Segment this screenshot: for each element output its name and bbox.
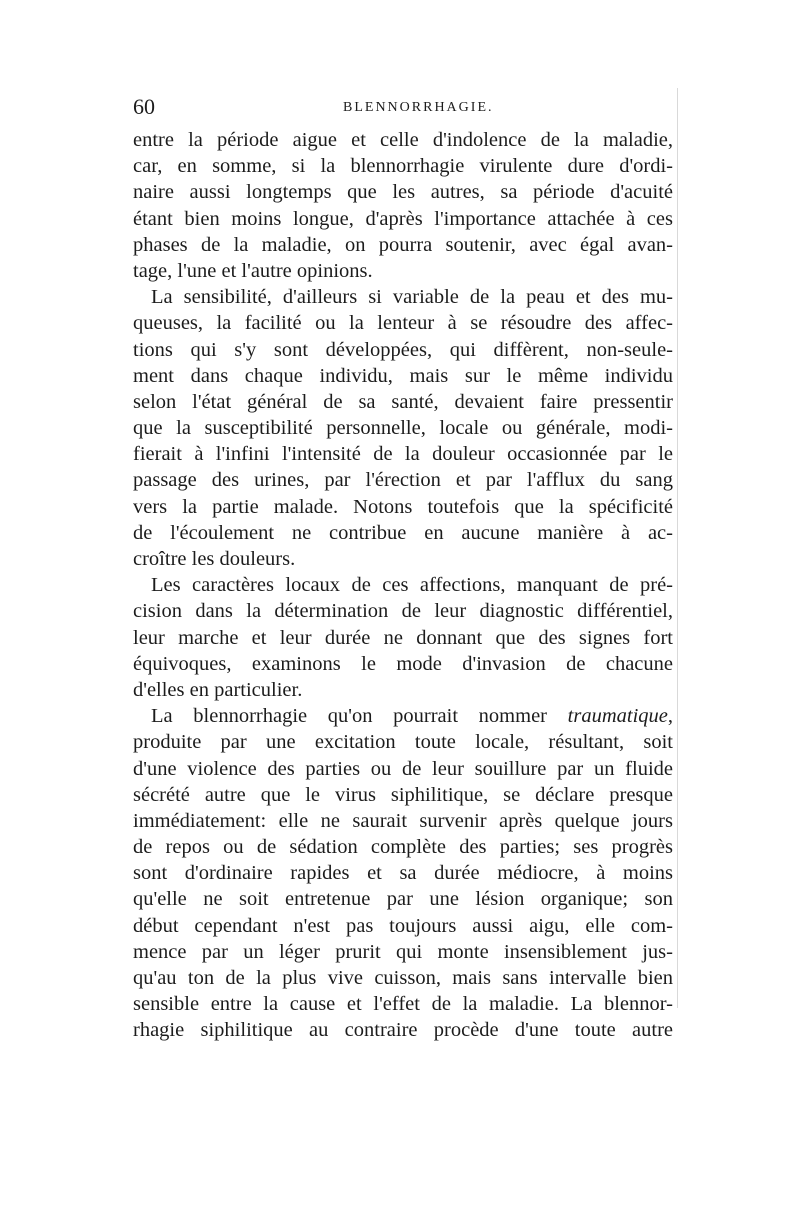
- text-line: produite par une excitation toute locale, résultant, soit: [133, 731, 673, 754]
- text-line: de l'écoulement ne contribue en aucune manière à ac-: [133, 521, 673, 544]
- text-line: passage des urines, par l'érection et par l'afflux du sang: [133, 469, 673, 492]
- text-line: équivoques, examinons le mode d'invasion de chacune: [133, 652, 673, 675]
- margin-rule: [677, 88, 678, 1008]
- paragraph: [133, 703, 673, 1043]
- paragraph: [133, 572, 673, 703]
- text-line: que la susceptibilité personnelle, locale ou générale, modi-: [133, 417, 673, 440]
- text-line: tage, l'une et l'autre opinions.: [133, 259, 373, 282]
- text-line: leur marche et leur durée ne donnant que des signes fort: [133, 626, 673, 649]
- text-line: Les caractères locaux de ces affections, manquant de pré-: [151, 574, 673, 597]
- text-line: d'une violence des parties ou de leur souillure par un fluide: [133, 757, 673, 780]
- line-segment: La blennorrhagie qu'on pourrait nommer: [151, 705, 568, 728]
- page-number: 60: [133, 94, 155, 119]
- text-line: cision dans la détermination de leur diagnostic différentiel,: [133, 600, 673, 623]
- text-line: La sensibilité, d'ailleurs si variable de la peau et des mu-: [151, 286, 673, 309]
- text-line: mence par un léger prurit qui monte insensiblement jus-: [133, 940, 673, 963]
- text-line: fierait à l'infini l'intensité de la douleur occasionnée par le: [133, 443, 673, 466]
- text-line: rhagie siphilitique au contraire procède d'une toute autre: [133, 1019, 673, 1042]
- text-line: vers la partie malade. Notons toutefois que la spécificité: [133, 495, 673, 518]
- text-line: car, en somme, si la blennorrhagie virulente dure d'ordi-: [133, 155, 673, 178]
- text-line: phases de la maladie, on pourra soutenir, avec égal avan-: [133, 233, 673, 256]
- text-line: qu'au ton de la plus vive cuisson, mais sans intervalle bien: [133, 967, 673, 989]
- text-line: naire aussi longtemps que les autres, sa période d'acuité: [133, 181, 673, 204]
- text-line: croître les douleurs.: [133, 548, 296, 570]
- text-line: entre la période aigue et celle d'indolence de la maladie,: [133, 129, 673, 151]
- text-line: début cependant n'est pas toujours aussi aigu, elle com-: [133, 914, 673, 937]
- text-line: étant bien moins longue, d'après l'importance attachée à ces: [133, 207, 673, 230]
- text-line: immédiatement: elle ne saurait survenir après quelque jours: [133, 809, 673, 832]
- text-line: d'elles en particulier.: [133, 678, 303, 701]
- text-line: selon l'état général de sa santé, devaient faire pressentir: [133, 390, 673, 413]
- paragraph: [133, 127, 673, 284]
- text-line: tions qui s'y sont développées, qui diffèrent, non-seule-: [133, 338, 673, 361]
- page-header: [133, 92, 673, 122]
- text-line: ment dans chaque individu, mais sur le même individu: [133, 364, 673, 387]
- line-segment: ,: [667, 705, 673, 728]
- paragraph: [133, 284, 673, 572]
- text-line: qu'elle ne soit entretenue par une lésion organique; son: [133, 888, 673, 911]
- text-line: de repos ou de sédation complète des parties; ses progrès: [133, 836, 673, 859]
- text-line: sécrété autre que le virus siphilitique, se déclare presque: [133, 783, 673, 806]
- body-text: [133, 127, 673, 1044]
- text-line: sensible entre la cause et l'effet de la maladie. La blennor-: [133, 993, 673, 1016]
- text-line: [133, 703, 673, 729]
- italic-term: traumatique: [567, 705, 668, 728]
- text-line: sont d'ordinaire rapides et sa durée médiocre, à moins: [133, 862, 673, 885]
- text-line: queuses, la facilité ou la lenteur à se résoudre des affec-: [133, 312, 673, 335]
- running-head: BLENNORRHAGIE.: [343, 100, 494, 115]
